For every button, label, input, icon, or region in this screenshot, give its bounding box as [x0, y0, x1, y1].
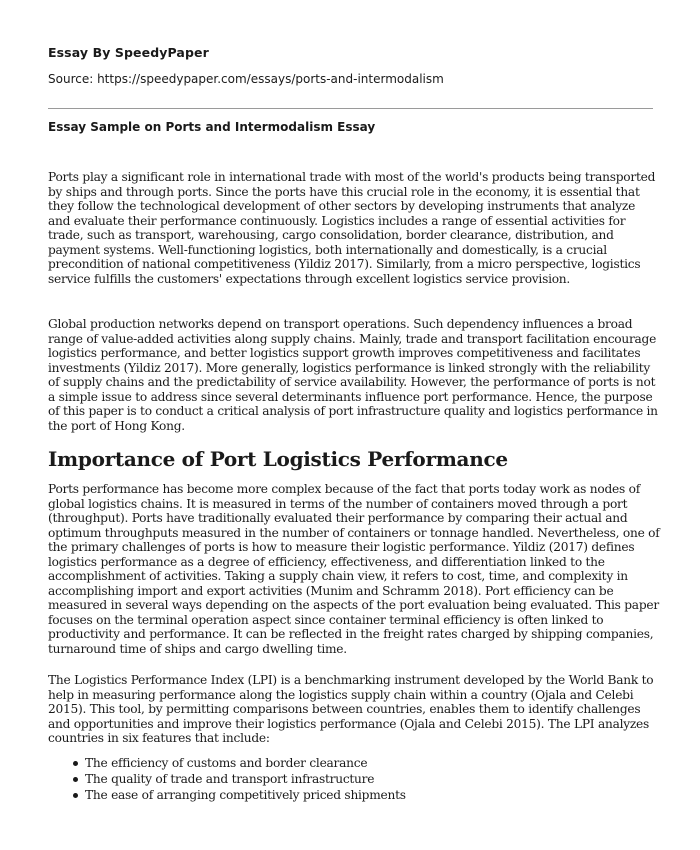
- list-item-text: The efficiency of customs and border clearance: [85, 756, 368, 770]
- bullet-icon: [73, 793, 78, 798]
- lpi-features-list: [70, 755, 406, 803]
- header-divider: [48, 108, 653, 109]
- document-header-title: Essay By SpeedyPaper: [48, 45, 209, 60]
- list-item: [70, 771, 406, 787]
- list-item-text: The ease of arranging competitively priced shipments: [85, 788, 406, 802]
- list-item-text: The quality of trade and transport infrastructure: [85, 772, 375, 786]
- bullet-icon: [73, 777, 78, 782]
- intro-paragraph-2: Global production networks depend on transport operations. Such dependency influences a broad range of value-added activities along supply chains. Mainly, trade and transport facilitation encourage logistics performance, and better logistics support growth improves competitiveness and facilitates investments (Yildiz 2017). More generally, logistics performance is linked strongly with the reliability of supply chains and the predictability of service availability. However, the performance of ports is not a simple issue to address since several determinants influence port performance. Hence, the purpose of this paper is to conduct a critical analysis of port infrastructure quality and logistics performance in the port of Hong Kong.: [48, 317, 658, 433]
- intro-paragraph-1: Ports play a significant role in international trade with most of the world's products being transported by ships and through ports. Since the ports have this crucial role in the economy, it is essential that they follow the technological development of other sectors by developing instruments that analyze and evaluate their performance continuously. Logistics includes a range of essential activities for trade, such as transport, warehousing, cargo consolidation, border clearance, distribution, and payment systems. Well-functioning logistics, both internationally and domestically, is a crucial precondition of national competitiveness (Yildiz 2017). Similarly, from a micro perspective, logistics service fulfills the customers' expectations through excellent logistics service provision.: [48, 170, 656, 286]
- section-heading: Importance of Port Logistics Performance: [48, 447, 508, 471]
- section-paragraph-2: The Logistics Performance Index (LPI) is a benchmarking instrument developed by the World Bank to help in measuring performance along the logistics supply chain within a country (Ojala and Celebi 2015). This tool, by permitting comparisons between countries, enables them to identify challenges and opportunities and improve their logistics performance (Ojala and Celebi 2015). The LPI analyzes countries in six features that include:: [48, 673, 654, 745]
- source-line: Source: https://speedypaper.com/essays/ports-and-intermodalism: [48, 72, 444, 86]
- bullet-icon: [73, 761, 78, 766]
- list-item: [70, 755, 406, 771]
- section-paragraph-1: Ports performance has become more complex because of the fact that ports today work as nodes of global logistics chains. It is measured in terms of the number of containers moved through a port (throughput). Ports have traditionally evaluated their performance by comparing their actual and optimum throughputs measured in the number of containers or tonnage handled. Nevertheless, one of the primary challenges of ports is how to measure their logistic performance. Yildiz (2017) defines logistics performance as a degree of efficiency, effectiveness, and differentiation linked to the accomplishment of activities. Taking a supply chain view, it refers to cost, time, and complexity in accomplishing import and export activities (Munim and Schramm 2018). Port efficiency can be measured in several ways depending on the aspects of the port evaluation being evaluated. This paper focuses on the terminal operation aspect since container terminal efficiency is often linked to productivity and performance. It can be reflected in the freight rates charged by shipping companies, turnaround time of ships and cargo dwelling time.: [48, 482, 660, 656]
- list-item: [70, 787, 406, 803]
- essay-title: Essay Sample on Ports and Intermodalism Essay: [48, 120, 376, 134]
